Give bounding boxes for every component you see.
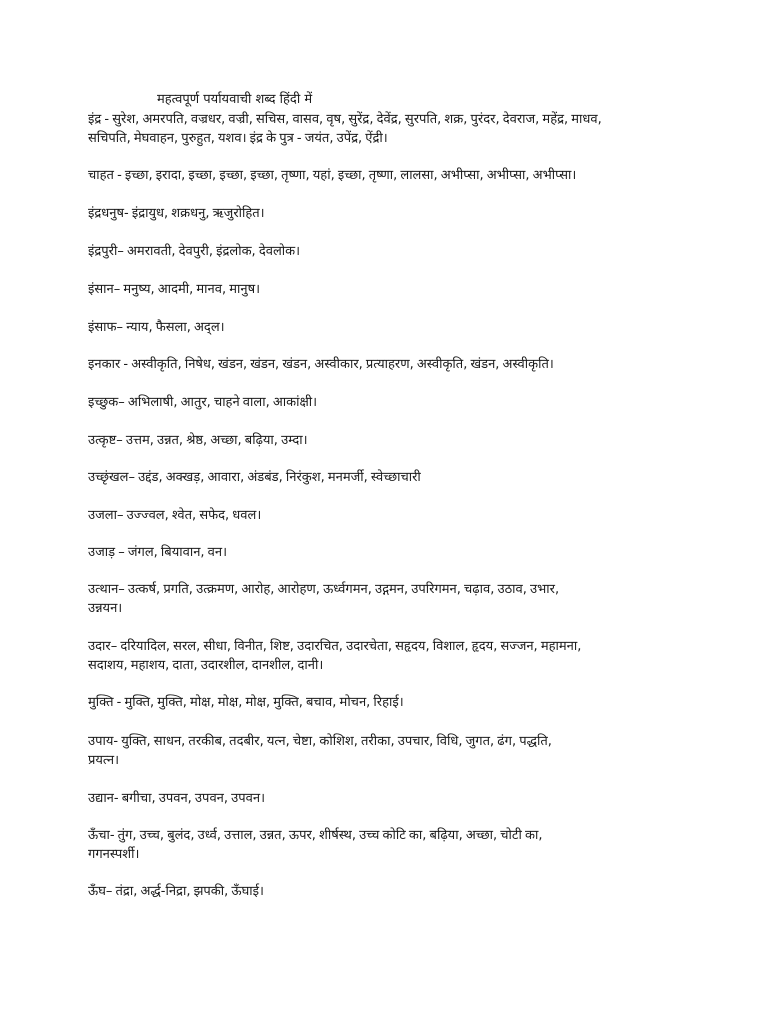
entry-inkaar [88,355,688,374]
entry-utkrisht [88,431,688,450]
entry-ichchhuk [88,393,688,412]
entry-line: सचिपति, मेघवाहन, पुरुहुत, यशव। इंद्र के पुत्र - जयंत, उपेंद्र, ऐंद्री। [88,131,388,146]
entry-oongh [88,882,688,901]
entry-indrapuri [88,242,688,261]
entry-mukti [88,693,688,712]
entry-line: सदाशय, महाशय, दाता, उदारशील, दानशील, दानी। [88,658,324,673]
entry-line: ऊँघ– तंद्रा, अर्द्ध-निद्रा, झपकी, ऊँघाई। [88,884,264,899]
entry-line: प्रयत्न। [88,753,120,768]
entry-indra [88,110,688,148]
entry-insaan [88,280,688,299]
entry-line: इंसाफ– न्याय, फैसला, अद्ल। [88,320,225,335]
entry-line: इच्छुक– अभिलाषी, आतुर, चाहने वाला, आकांक्षी। [88,395,318,410]
entry-utthaan [88,580,688,618]
entry-line: इंसान– मनुष्य, आदमी, मानव, मानुष। [88,282,261,297]
entry-line: उन्नयन। [88,601,123,616]
entry-line: उत्थान– उत्कर्ष, प्रगति, उत्क्रमण, आरोह, आरोहण, ऊर्ध्वगमन, उद्गमन, उपरिगमन, चढ़ाव, उठाव, उभार, [88,582,560,597]
entry-line: गगनस्पर्शी। [88,847,140,862]
entry-ujaad [88,543,688,562]
entry-uchchhrinkhal [88,468,688,487]
entry-line: इंद्रपुरी– अमरावती, देवपुरी, इंद्रलोक, देवलोक। [88,244,301,259]
entry-line: मुक्ति - मुक्ति, मुक्ति, मोक्ष, मोक्ष, मोक्ष, मुक्ति, बचाव, मोचन, रिहाई। [88,695,404,710]
entry-indradhanush [88,204,688,223]
entry-udyaan [88,789,688,808]
entry-line: उद्यान- बगीचा, उपवन, उपवन, उपवन। [88,791,266,806]
entry-line: ऊँचा- तुंग, उच्च, बुलंद, उर्ध्व, उत्ताल, उन्नत, ऊपर, शीर्षस्थ, उच्च कोटि का, बढ़िया, अच्छा, चोटी का, [88,828,543,843]
entry-upaay [88,732,688,770]
entry-line: उपाय- युक्ति, साधन, तरकीब, तदबीर, यत्न, चेष्टा, कोशिश, तरीका, उपचार, विधि, जुगत, ढंग, पद्धति, [88,734,552,749]
entry-ujla [88,506,688,525]
entry-line: उत्कृष्ट– उत्तम, उन्नत, श्रेष्ठ, अच्छा, बढ़िया, उम्दा। [88,433,308,448]
entry-line: उजाड़ – जंगल, बियावान, वन। [88,545,228,560]
entry-line: इंद्रधनुष- इंद्रायुध, शक्रधनु, ऋजुरोहित। [88,206,265,221]
entry-insaaf [88,318,688,337]
entry-line: उदार– दरियादिल, सरल, सीधा, विनीत, शिष्ट, उदारचित, उदारचेता, सहृदय, विशाल, हृदय, सज्जन, महामना, [88,639,582,654]
entry-chahat [88,166,688,185]
entry-line: चाहत - इच्छा, इरादा, इच्छा, इच्छा, इच्छा, तृष्णा, यहां, इच्छा, तृष्णा, लालसा, अभीप्सा, अभीप्सा, अभीप्सा। [88,168,577,183]
entry-line: इंद्र - सुरेश, अमरपति, वज्रधर, वज्री, सचिस, वासव, वृष, सुरेंद्र, देवेंद्र, सुरपति, शक्र, पुरंदर, देवराज, महेंद्र, माधव, [88,112,602,127]
page-title: महत्वपूर्ण पर्यायवाची शब्द हिंदी में [157,92,313,107]
entry-line: उच्छृंखल– उद्दंड, अक्खड़, आवारा, अंडबंड, निरंकुश, मनमर्जी, स्वेच्छाचारी [88,470,421,485]
entry-ooncha [88,826,688,864]
entry-udaar [88,637,688,675]
entry-line: उजला– उज्ज्वल, श्वेत, सफेद, धवल। [88,508,262,523]
entry-line: इनकार - अस्वीकृति, निषेध, खंडन, खंडन, खंडन, अस्वीकार, प्रत्याहरण, अस्वीकृति, खंडन, अस्वीकृति। [88,357,554,372]
